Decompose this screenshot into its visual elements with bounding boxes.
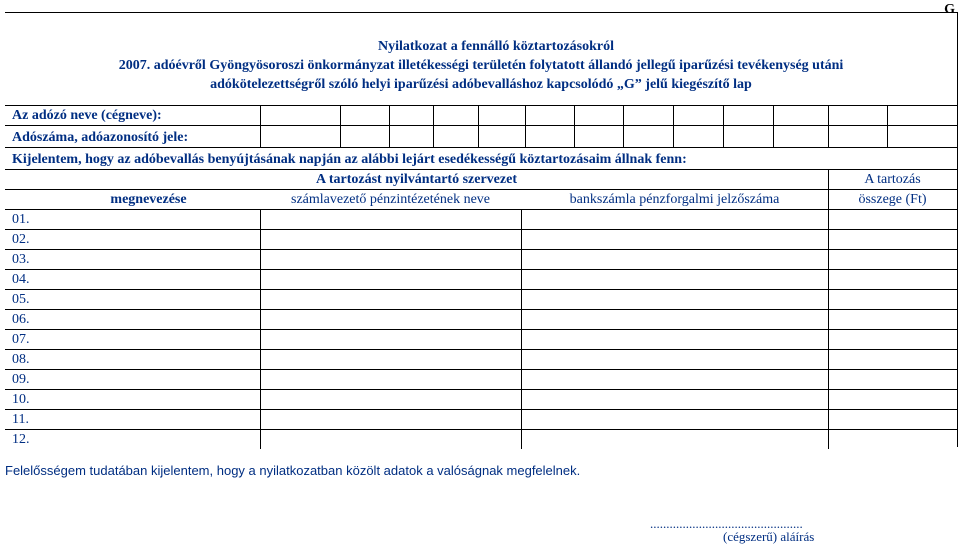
column-header-amount: összege (Ft)	[858, 192, 927, 207]
group-header: A tartozást nyilvántartó szervezet	[316, 172, 517, 187]
divider	[5, 409, 957, 410]
divider	[5, 147, 957, 148]
declaration-text: Kijelentem, hogy az adóbevallás benyújtásának napján az alábbi lejárt esedékességű köztartozásaim állnak fenn:	[12, 152, 687, 167]
divider	[5, 209, 957, 210]
divider	[5, 309, 957, 310]
taxpayer-name-label: Az adózó neve (cégneve):	[12, 108, 162, 123]
row-number: 06.	[12, 312, 30, 327]
column-header-bank: számlavezető pénzintézetének neve	[291, 192, 490, 207]
row-number: 05.	[12, 292, 30, 307]
tax-id-label: Adószáma, adóazonosító jele:	[12, 130, 189, 145]
form-header	[5, 13, 957, 106]
divider	[5, 389, 957, 390]
row-number: 03.	[12, 252, 30, 267]
divider	[5, 169, 957, 170]
column-header-account: bankszámla pénzforgalmi jelzőszáma	[569, 192, 780, 207]
cell-divider	[623, 105, 624, 147]
row-number: 08.	[12, 352, 30, 367]
cell-divider	[525, 105, 526, 147]
row-number: 07.	[12, 332, 30, 347]
cell-divider	[574, 105, 575, 147]
signature-line: ...............................................	[650, 516, 803, 531]
debt-table	[5, 105, 957, 447]
form-subtitle-line-2: adókötelezettségről szóló helyi iparűzési adóbevalláshoz kapcsolódó „G” jelű kiegészítő lap	[210, 77, 752, 92]
cell-divider	[773, 105, 774, 147]
row-number: 01.	[12, 212, 30, 227]
cell-divider	[389, 105, 390, 147]
cell-divider	[433, 105, 434, 147]
divider	[5, 369, 957, 370]
divider	[5, 429, 957, 430]
row-number: 09.	[12, 372, 30, 387]
column-header-name: megnevezése	[110, 192, 187, 207]
form-subtitle-line-1: 2007. adóévről Gyöngyösoroszi önkormányzat illetékességi területén folytatott állandó jellegű iparűzési tevékenység utáni	[118, 58, 844, 73]
form-letter: G	[944, 2, 955, 17]
column-divider	[828, 169, 829, 449]
cell-divider	[478, 105, 479, 147]
signature-label: (cégszerű) aláírás	[723, 529, 815, 544]
amount-header-line-1: A tartozás	[864, 172, 921, 187]
divider	[5, 125, 957, 126]
row-number: 04.	[12, 272, 30, 287]
divider	[5, 189, 828, 190]
column-divider	[260, 209, 261, 449]
divider	[5, 249, 957, 250]
divider	[5, 349, 957, 350]
cell-divider	[340, 105, 341, 147]
divider	[5, 329, 957, 330]
cell-divider	[673, 105, 674, 147]
divider	[5, 289, 957, 290]
row-number: 12.	[12, 432, 30, 447]
row-number: 11.	[12, 412, 29, 427]
cell-divider	[260, 105, 261, 147]
row-number: 10.	[12, 392, 30, 407]
cell-divider	[828, 105, 829, 147]
responsibility-statement: Felelősségem tudatában kijelentem, hogy a nyilatkozatban közölt adatok a valóságnak megfelelnek.	[5, 463, 581, 478]
cell-divider	[887, 105, 888, 147]
divider	[5, 269, 957, 270]
cell-divider	[723, 105, 724, 147]
row-number: 02.	[12, 232, 30, 247]
form-frame	[5, 12, 958, 447]
form-title: Nyilatkozat a fennálló köztartozásokról	[377, 39, 615, 54]
divider	[5, 229, 957, 230]
column-divider	[521, 209, 522, 449]
